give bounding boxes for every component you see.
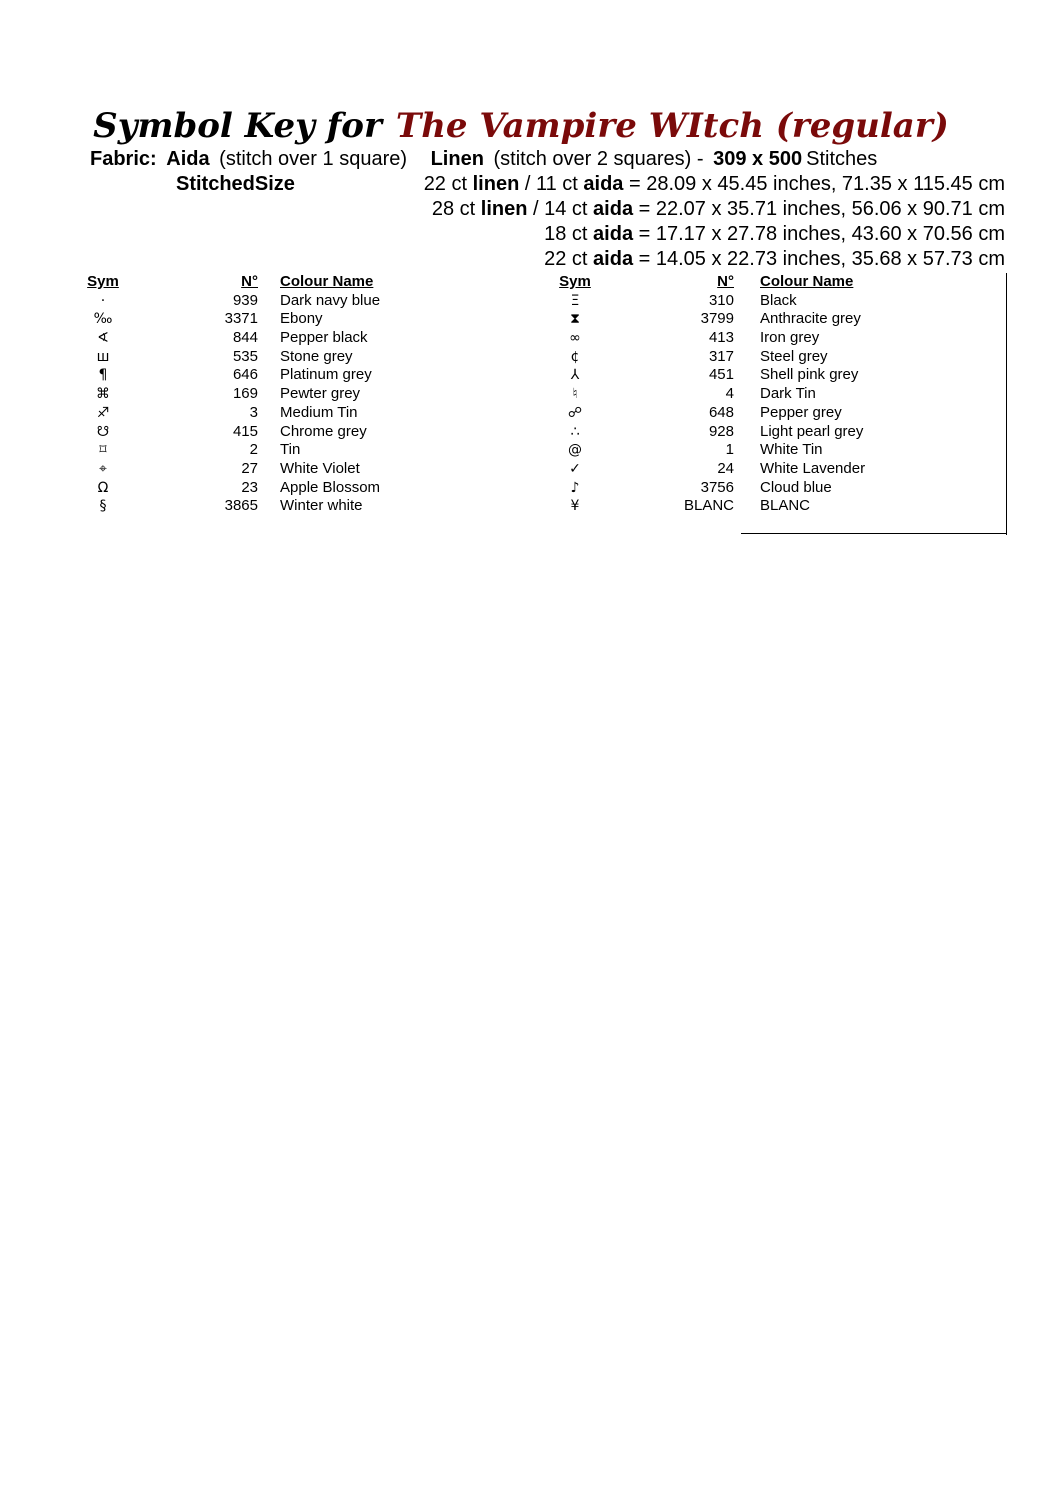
stitches-word: Stitches — [806, 148, 878, 170]
symbol: ∴ — [570, 423, 580, 440]
fabric-label: Fabric: — [90, 148, 157, 170]
colour-name: Apple Blossom — [280, 478, 381, 496]
key-row — [84, 366, 504, 385]
fabric-line — [90, 147, 881, 172]
thread-number: 413 — [708, 329, 734, 347]
key-row — [84, 404, 504, 423]
thread-number: 310 — [708, 291, 734, 309]
colour-name: Winter white — [280, 497, 363, 515]
thread-number: 27 — [241, 459, 258, 477]
symbol: ¥ — [570, 498, 580, 515]
thread-number: 535 — [232, 347, 258, 365]
header-num: N° — [717, 273, 734, 290]
thread-number: 3756 — [700, 478, 734, 496]
thread-number: 4 — [725, 385, 734, 403]
symbol: ☍ — [567, 404, 583, 421]
symbol: ☋ — [96, 423, 110, 440]
key-row — [84, 497, 504, 516]
key-row — [556, 460, 1008, 479]
colour-name: Tin — [280, 441, 301, 459]
symbol: · — [100, 292, 106, 309]
key-row — [84, 348, 504, 367]
key-row — [556, 310, 1008, 329]
fabric-linen-note: (stitch over 2 squares) - — [493, 148, 704, 170]
symbol: ⌖ — [99, 460, 107, 477]
colour-name: BLANC — [760, 497, 811, 515]
thread-number: 415 — [232, 422, 258, 440]
thread-number: 648 — [708, 403, 734, 421]
symbol: ∞ — [569, 330, 581, 347]
symbol: ♪ — [570, 479, 580, 496]
symbol: ⅄ — [570, 367, 580, 384]
header-sym: Sym — [559, 273, 591, 290]
symbol: ✓ — [569, 460, 581, 477]
symbol: @ — [568, 442, 582, 459]
key-row — [84, 460, 504, 479]
symbol-key-left — [84, 273, 504, 516]
colour-name: Iron grey — [760, 329, 820, 347]
thread-number: 169 — [232, 385, 258, 403]
key-row — [556, 292, 1008, 311]
colour-name: Pepper black — [280, 329, 368, 347]
colour-name: Steel grey — [760, 347, 828, 365]
key-row — [556, 441, 1008, 460]
stitched-size-label: StitchedSize — [176, 173, 295, 195]
colour-name: White Lavender — [760, 459, 866, 477]
header-num: N° — [241, 273, 258, 290]
thread-number: 3371 — [224, 310, 258, 328]
colour-name: Anthracite grey — [760, 310, 861, 328]
title-prefix: Symbol Key for — [93, 106, 382, 146]
colour-name: Pewter grey — [280, 385, 361, 403]
thread-number: 939 — [232, 291, 258, 309]
thread-number: 928 — [708, 422, 734, 440]
colour-name: Light pearl grey — [760, 422, 864, 440]
header-colour-name: Colour Name — [760, 273, 854, 290]
key-row — [84, 441, 504, 460]
key-header — [556, 273, 1008, 292]
symbol: ∢ — [97, 330, 109, 347]
key-header — [84, 273, 504, 292]
colour-name: Pepper grey — [760, 403, 842, 421]
colour-name: Cloud blue — [760, 478, 832, 496]
stitched-size-row: 22 ct aida = 14.05 x 22.73 inches, 35.68 x 57.73 cm — [544, 248, 1005, 270]
thread-number: 3 — [249, 403, 258, 421]
thread-number: 1 — [725, 441, 734, 459]
colour-name: Stone grey — [280, 347, 353, 365]
symbol: ‰ — [93, 311, 113, 328]
symbol: ⌑ — [99, 442, 107, 459]
colour-name: Chrome grey — [280, 422, 367, 440]
colour-name: Ebony — [280, 310, 323, 328]
colour-name: White Violet — [280, 459, 360, 477]
key-row — [556, 479, 1008, 498]
key-row — [556, 404, 1008, 423]
symbol: ш — [96, 348, 110, 365]
key-row — [84, 329, 504, 348]
symbol-key-right — [556, 273, 1008, 516]
symbol: ¢ — [570, 348, 580, 365]
key-border-bottom — [741, 533, 1007, 534]
key-row — [556, 329, 1008, 348]
thread-number: 317 — [708, 347, 734, 365]
thread-number: 3799 — [700, 310, 734, 328]
thread-number: 3865 — [224, 497, 258, 515]
stitch-dimensions: 309 x 500 — [713, 148, 803, 170]
symbol: ⌘ — [96, 386, 110, 403]
fabric-aida-note: (stitch over 1 square) — [219, 148, 408, 170]
colour-name: Dark navy blue — [280, 291, 381, 309]
key-row — [84, 310, 504, 329]
key-row — [84, 292, 504, 311]
key-row — [556, 423, 1008, 442]
key-row — [84, 385, 504, 404]
thread-number: 844 — [232, 329, 258, 347]
thread-number: 646 — [232, 366, 258, 384]
colour-name: Platinum grey — [280, 366, 372, 384]
key-row — [556, 385, 1008, 404]
colour-name: White Tin — [760, 441, 823, 459]
thread-number: 24 — [717, 459, 734, 477]
key-row — [556, 497, 1008, 516]
key-row — [556, 348, 1008, 367]
symbol: § — [99, 498, 107, 515]
key-border-right — [1006, 273, 1007, 535]
stitched-size-row: 28 ct linen / 14 ct aida = 22.07 x 35.71 inches, 56.06 x 90.71 cm — [431, 198, 1005, 220]
thread-number: 451 — [708, 366, 734, 384]
header-sym: Sym — [87, 273, 119, 290]
thread-number: 2 — [249, 441, 258, 459]
thread-number: 23 — [241, 478, 258, 496]
colour-name: Black — [760, 291, 797, 309]
pattern-name: The Vampire WItch (regular) — [395, 106, 949, 146]
colour-name: Dark Tin — [760, 385, 816, 403]
symbol: ⧗ — [570, 311, 580, 328]
page-title — [0, 104, 1042, 148]
fabric-aida: Aida — [166, 148, 210, 170]
symbol: Ξ — [570, 292, 580, 309]
symbol: ♐ — [96, 404, 110, 421]
symbol: ♮ — [572, 386, 578, 403]
stitched-size-row: 18 ct aida = 17.17 x 27.78 inches, 43.60 x 70.56 cm — [544, 223, 1005, 245]
symbol: ¶ — [98, 367, 108, 384]
key-row — [84, 423, 504, 442]
stitched-size-row: 22 ct linen / 11 ct aida = 28.09 x 45.45 inches, 71.35 x 115.45 cm — [423, 173, 1005, 195]
colour-name: Shell pink grey — [760, 366, 859, 384]
colour-name: Medium Tin — [280, 403, 358, 421]
key-row — [556, 366, 1008, 385]
key-row — [84, 479, 504, 498]
header-colour-name: Colour Name — [280, 273, 374, 290]
thread-number: BLANC — [683, 497, 734, 515]
fabric-linen: Linen — [430, 148, 484, 170]
symbol: Ω — [97, 479, 109, 496]
